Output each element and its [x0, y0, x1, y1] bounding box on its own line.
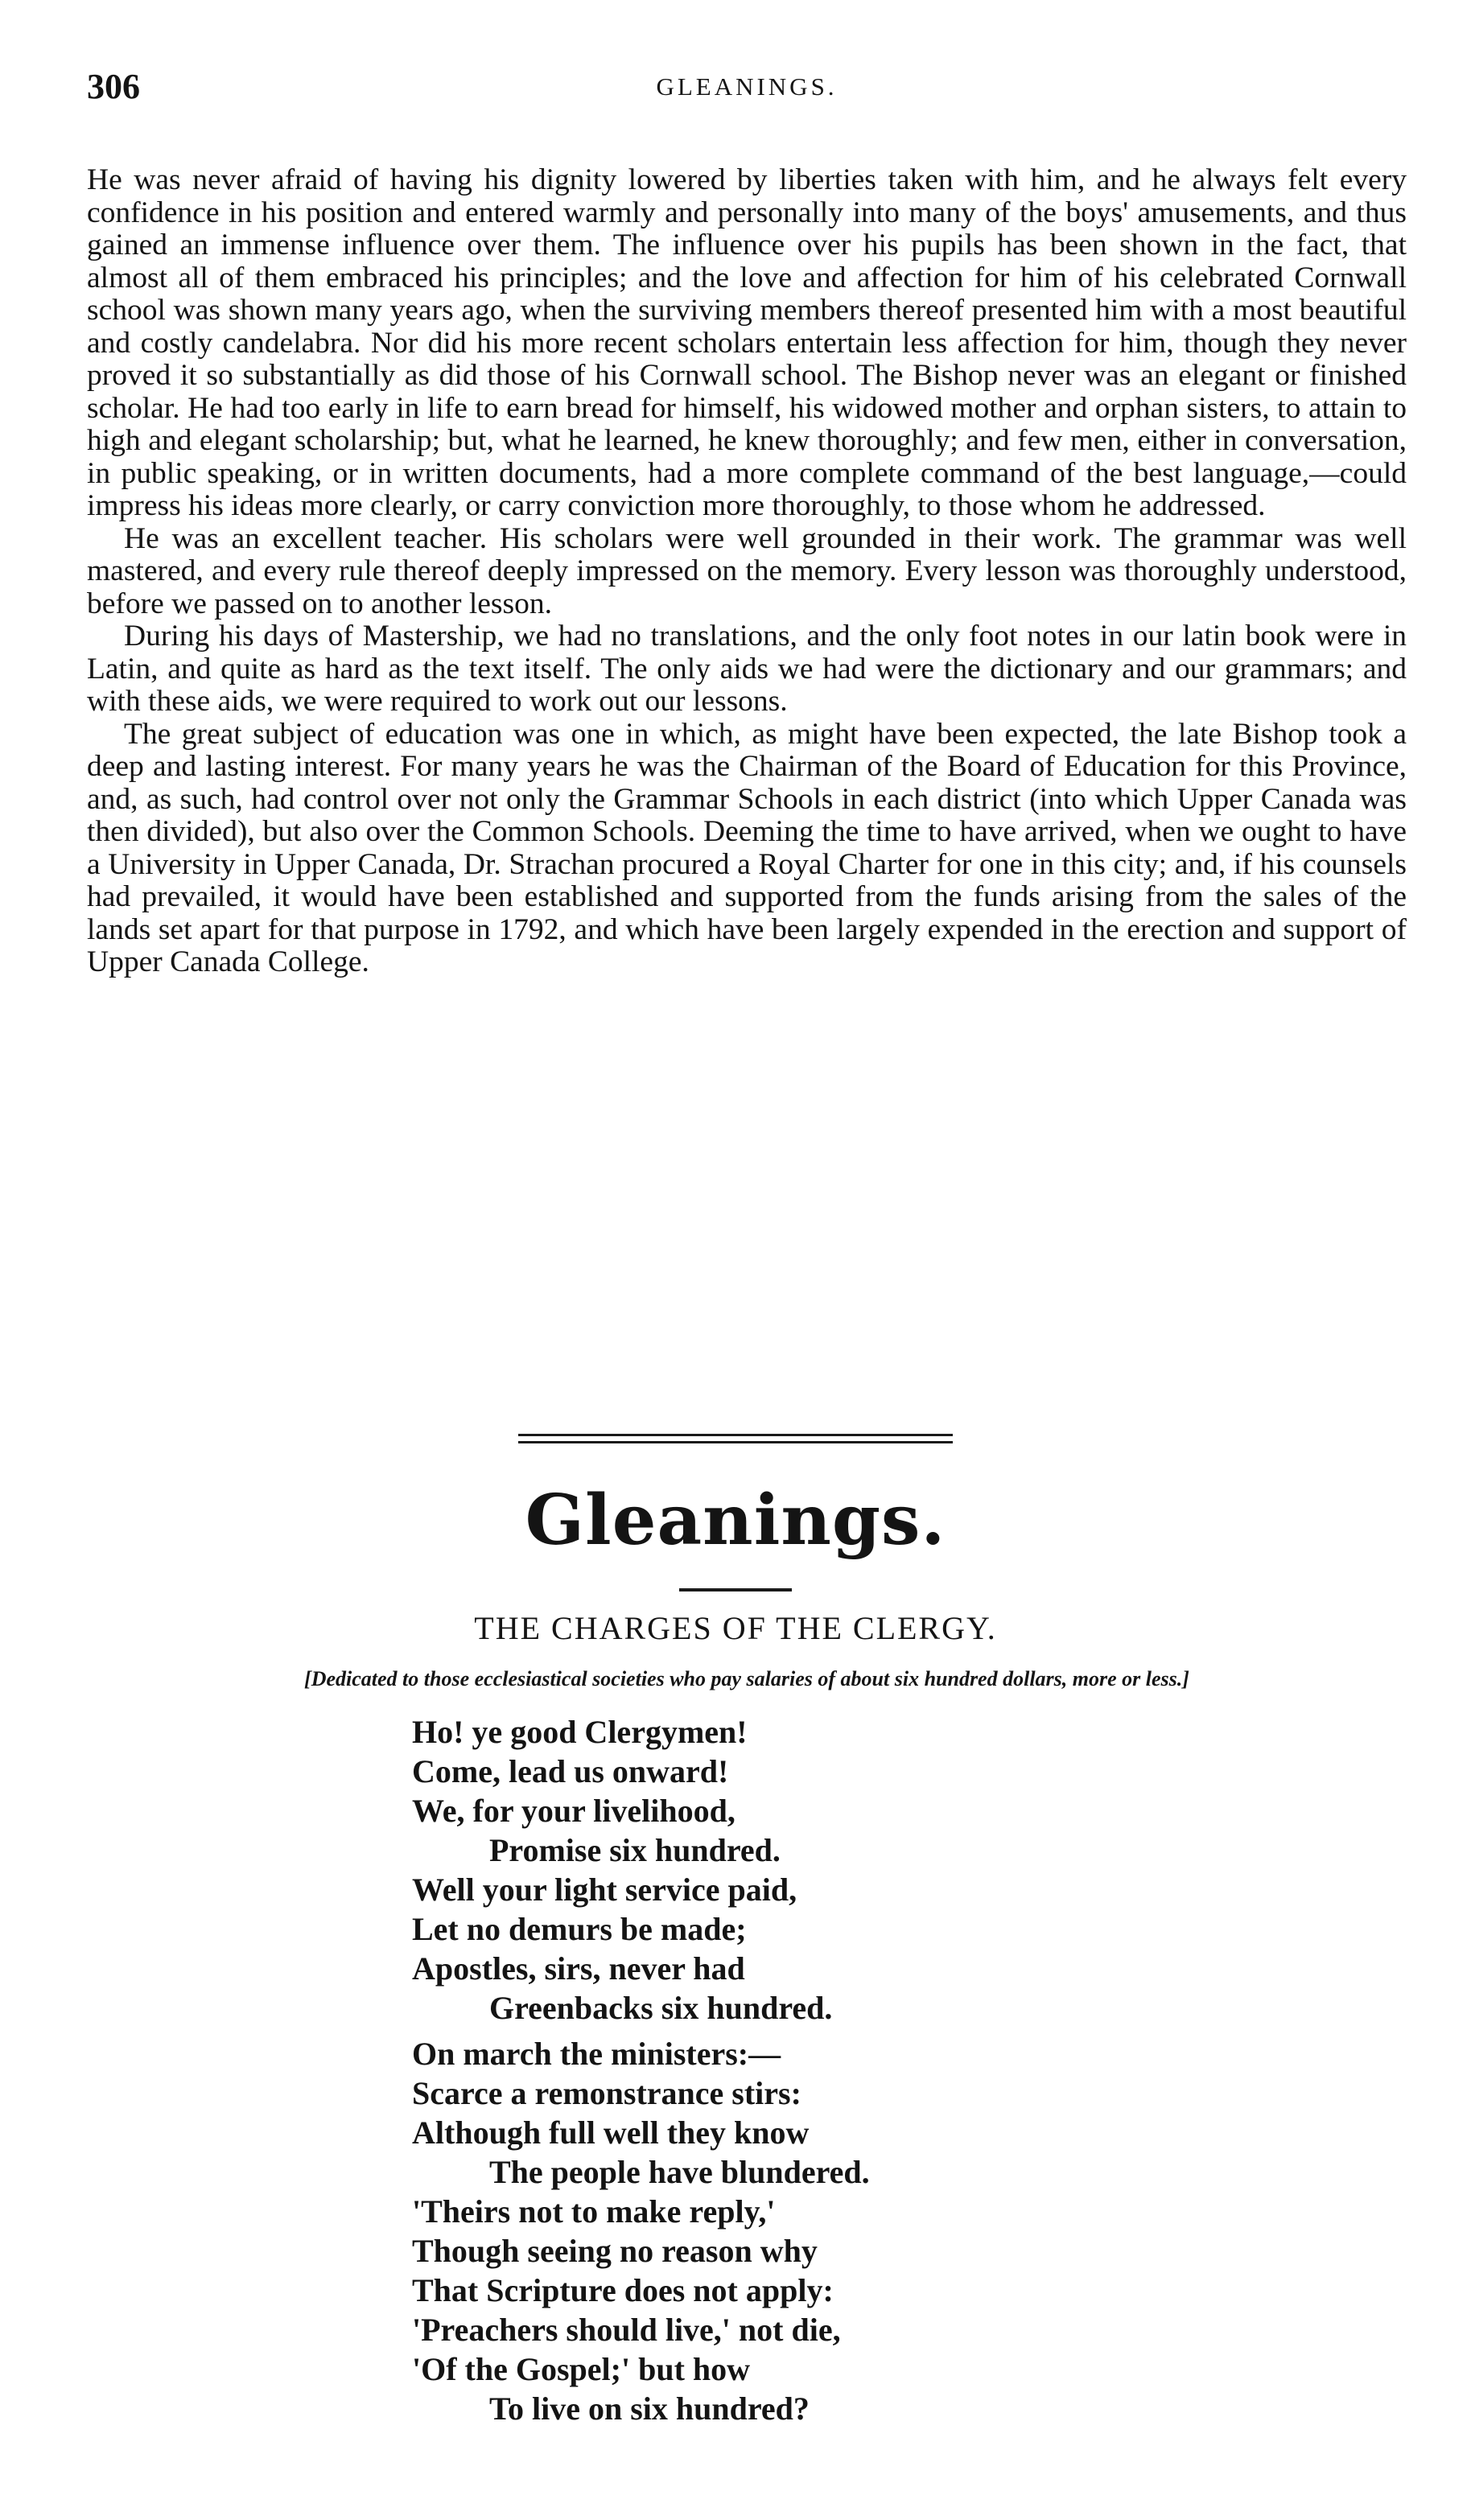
poem-line: 'Preachers should live,' not die, [412, 2312, 841, 2348]
page-number: 306 [87, 67, 140, 106]
poem-line: Let no demurs be made; [412, 1911, 747, 1947]
poem-line: Though seeing no reason why [412, 2233, 818, 2269]
poem-line: 'Theirs not to make reply,' [412, 2193, 776, 2230]
poem-dedication: [Dedicated to those ecclesiastical societies who pay salaries of about six hundred dollars, more or less.] [304, 1667, 1189, 1690]
paragraph: He was an excellent teacher. His scholars were well grounded in their work. The grammar was well mastered, and every rule thereof deeply impressed on the memory. Every lesson was thoroughly understood, before we passed on to another lesson. [87, 521, 1407, 620]
paragraph: The great subject of education was one in which, as might have been expected, the late Bishop took a deep and lasting interest. For many years he was the Chairman of the Board of Education for this Province, and, as such, had control over not only the Grammar Schools in each district (into which Upper Canada was then divided), but also over the Common Schools. Deeming the time to have arrived, when we ought to have a University in Upper Canada, Dr. Strachan procured a Royal Charter for one in this city; and, if his counsels had prevailed, it would have been established and supported from the funds arising from the sales of the lands set apart for that purpose in 1792, and which have been largely expended in the erection and support of Upper Canada College. [87, 717, 1407, 978]
divider-rule [518, 1441, 953, 1443]
poem-line: That Scripture does not apply: [412, 2272, 834, 2308]
divider-rule [518, 1434, 953, 1436]
paragraph: During his days of Mastership, we had no translations, and the only foot notes in our latin book were in Latin, and quite as hard as the text itself. The only aids we had were the dictionary and our grammars; and with these aids, we were required to work out our lessons. [87, 620, 1407, 718]
poem-line: Although full well they know [412, 2114, 810, 2151]
poem-line: Come, lead us onward! [412, 1753, 729, 1789]
poem-line: The people have blundered. [489, 2154, 870, 2190]
title-underline-rule [679, 1588, 792, 1591]
poem-line: Promise six hundred. [489, 1832, 781, 1868]
paragraph: He was never afraid of having his dignity lowered by liberties taken with him, and he always felt every confidence in his position and entered warmly and personally into many of the boys' amusements, and thus gained an immense influence over them. The influence over his pupils has been shown in the fact, that almost all of them embraced his principles; and the love and affection for him of his celebrated Cornwall school was shown many years ago, when the surviving members thereof presented him with a most beautiful and costly candelabra. Nor did his more recent scholars entertain less affection for him, though they never proved it so substantially as did those of his Cornwall school. The Bishop never was an elegant or finished scholar. He had too early in life to earn bread for himself, his widowed mother and orphan sisters, to attain to high and elegant scholarship; but, what he learned, he knew thoroughly; and few men, either in conversation, in public speaking, or in written documents, had a more complete command of the best language,—could impress his ideas more clearly, or carry conviction more thoroughly, to those whom he addressed. [87, 163, 1407, 522]
poem-line: Ho! ye good Clergymen! [412, 1714, 748, 1750]
poem-line: 'Of the Gospel;' but how [412, 2351, 751, 2387]
section-divider [518, 1434, 953, 1448]
poem-line: We, for your livelihood, [412, 1793, 736, 1829]
section-title: Gleanings. [525, 1480, 946, 1561]
poem-line: To live on six hundred? [489, 2390, 810, 2427]
page-header [87, 66, 1407, 114]
running-head: GLEANINGS. [656, 72, 838, 101]
poem-line: Greenbacks six hundred. [489, 1990, 833, 2026]
article-body [87, 164, 1407, 979]
poem-line: Scarce a remonstrance stirs: [412, 2075, 801, 2111]
poem-stanza [412, 2034, 1136, 2428]
poem-title: THE CHARGES OF THE CLERGY. [474, 1610, 997, 1646]
poem-line: Well your light service paid, [412, 1871, 797, 1908]
poem-line: On march the ministers:— [412, 2036, 781, 2072]
poem-stanza [412, 1712, 1136, 2028]
poem-line: Apostles, sirs, never had [412, 1950, 745, 1987]
